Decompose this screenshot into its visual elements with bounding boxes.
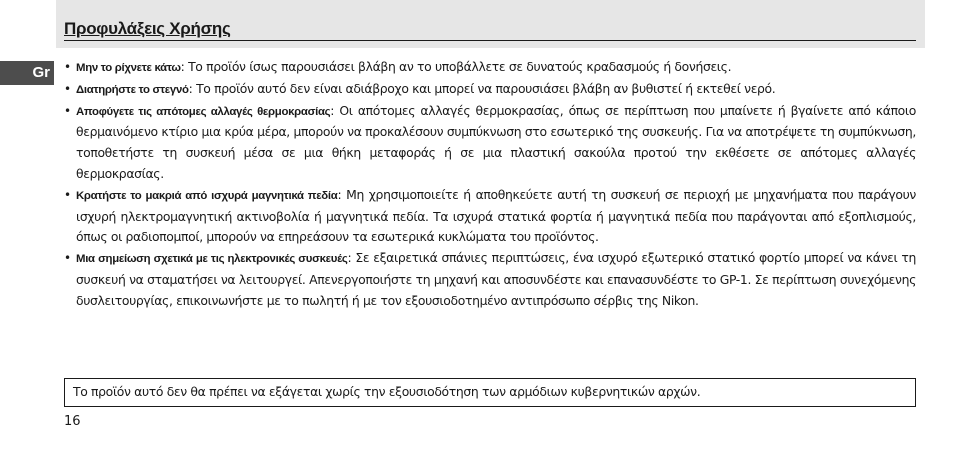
list-item xyxy=(64,79,916,101)
list-item xyxy=(64,248,916,311)
bullet-term: Μια σημείωση σχετικά με τις ηλεκτρονικές συσκευές xyxy=(76,253,348,266)
bullet-term: Μην το ρίχνετε κάτω xyxy=(76,62,181,74)
precautions-list xyxy=(64,57,916,312)
language-tab: Gr xyxy=(0,61,54,85)
list-item xyxy=(64,185,916,248)
bullet-text: : Το προϊόν ίσως παρουσιάσει βλάβη αν το υποβάλλετε σε δυνατούς κραδασμούς ή δονήσεις. xyxy=(180,59,732,74)
title-rule xyxy=(64,40,916,41)
bullet-icon: • xyxy=(64,187,71,202)
page-title: Προφυλάξεις Χρήσης xyxy=(64,19,231,38)
bullet-term: Αποφύγετε τις απότομες αλλαγές θερμοκρασίας xyxy=(76,105,331,118)
page-number: 16 xyxy=(64,414,81,429)
export-notice: Το προϊόν αυτό δεν θα πρέπει να εξάγεται χωρίς την εξουσιοδότηση των αρμόδιων κυβερνητικών αρχών. xyxy=(64,378,916,407)
bullet-text: : Μη χρησιμοποιείτε ή αποθηκεύετε αυτή τη συσκευή σε περιοχή με μηχανήματα που παράγουν ισχυρή ηλεκτρομαγνητική ακτινοβολία ή μαγνητικά πεδία. Τα ισχυρά στατικά φορτία ή μαγνητικά πεδία που παράγονται από εξοπλισμούς, όπως οι ραδιοπομποί, μπορούν να επηρεάσουν τα εσωτερικά κυκλώματα του προϊόντος. xyxy=(76,186,917,245)
bullet-text: : Το προϊόν αυτό δεν είναι αδιάβροχο και μπορεί να παρουσιάσει βλάβη αν βυθιστεί ή εκτεθεί νερό. xyxy=(188,80,776,96)
list-item xyxy=(64,57,916,79)
list-item xyxy=(64,101,916,185)
bullet-icon: • xyxy=(64,251,71,266)
bullet-term: Κρατήστε το μακριά από ισχυρά μαγνητικά πεδία xyxy=(76,189,338,202)
bullet-text: : Σε εξαιρετικά σπάνιες περιπτώσεις, ένα ισχυρό εξωτερικό στατικό φορτίο μπορεί να κάνει τη συσκευή να σταματήσει να λειτουργεί. Απενεργοποιήστε τη μηχανή και αποσυνδέστε και επανασυνδέστε το GP-1. Σε περίπτωση συνεχόμενης δυσλειτουργίας, επικοινωνήστε με το πωλητή ή με τον εξουσιοδοτημένο αντιπρόσωπο σέρβις της Nikon. xyxy=(76,250,916,308)
bullet-term: Διατηρήστε το στεγνό xyxy=(76,83,189,96)
bullet-icon: • xyxy=(64,81,71,96)
bullet-text: : Οι απότομες αλλαγές θερμοκρασίας, όπως σε περίπτωση που μπαίνετε ή βγαίνετε από κάποιο θερμαινόμενο κτίριο μια κρύα μέρα, μπορούν να προκαλέσουν συμπύκνωση στο εσωτερικό της συσκευής. Για να αποτρέψετε τη συμπύκνωση, τοποθετήστε τη συσκευή μέσα σε μια θήκη μεταφοράς ή σε μια πλαστική σακούλα προτού την εκθέσετε σε απότομες αλλαγές θερμοκρασίας. xyxy=(76,102,916,181)
bullet-icon: • xyxy=(64,103,71,118)
bullet-icon: • xyxy=(64,60,71,74)
